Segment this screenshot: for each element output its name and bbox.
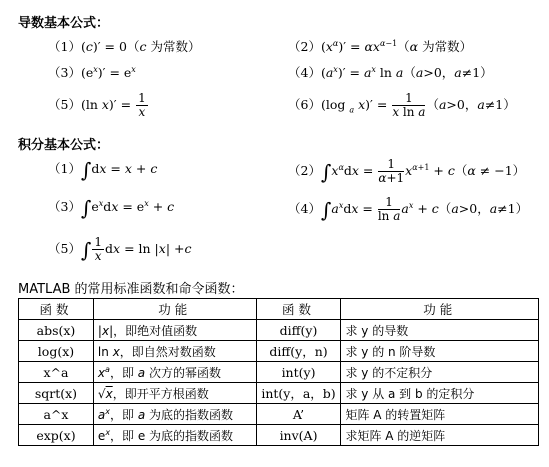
description-cell — [93, 320, 256, 341]
table-row — [19, 362, 539, 383]
function-cell: log(x) — [19, 341, 94, 362]
description-cell: 求 y 的导数 — [341, 320, 539, 341]
description-cell — [93, 425, 256, 446]
description-cell — [93, 362, 256, 383]
description-text: $a^x$，即 a 为底的指数函数 — [97, 406, 234, 422]
header-function: 函数 — [256, 299, 341, 320]
function-cell: abs(x) — [19, 320, 94, 341]
integ-formula-2: $(2)\int x^\alpha dx$ = $\frac{1}{\alpha+1}$ $x^{\alpha+1} + c(\alpha \ne -1)$ — [288, 157, 526, 185]
table-row — [19, 425, 539, 446]
description-cell: 求矩阵 A 的逆矩阵 — [341, 425, 539, 446]
description-cell: 求 y 的 n 阶导数 — [341, 341, 539, 362]
function-cell: int(y) — [256, 362, 341, 383]
function-cell: diff(y) — [256, 320, 341, 341]
table-header-row — [19, 299, 539, 320]
integ-formula-3: $(3)\int e^xdx = e^x + c$ — [48, 196, 175, 220]
function-cell: int(y，a，b) — [256, 383, 341, 404]
description-cell — [93, 404, 256, 425]
deriv-formula-4: $(4)(a^x)' = a^x$ ln a（a>0，a≠1） — [288, 64, 493, 80]
integral-heading: 积分基本公式： — [18, 138, 110, 153]
description-cell: 矩阵 A 的转置矩阵 — [341, 404, 539, 425]
deriv-formula-3: $(3)(e^x)' = e^x$ — [48, 64, 136, 80]
table-row — [19, 320, 539, 341]
table-row — [19, 404, 539, 425]
function-cell: x^a — [19, 362, 94, 383]
integ-formula-5: （5）∫ $\frac{1}{x}$ dx = ln |x| +c — [48, 235, 192, 263]
description-text: $e^x$，即 e 为底的指数函数 — [97, 427, 234, 443]
table-row — [19, 383, 539, 404]
description-cell — [93, 383, 256, 404]
header-description: 功能 — [93, 299, 256, 320]
description-text: ln x，即自然对数函数 — [97, 344, 216, 359]
derivative-heading: 导数基本公式： — [18, 16, 110, 31]
deriv-formula-5: （5）(ln x)′ = $\frac{1}{x}$ — [48, 91, 146, 119]
deriv-formula-6: （6）(log $_a$ x)′ = $\frac{1}{\text{x ln a}}$ （a>0，a≠1） — [288, 91, 516, 119]
description-cell — [93, 341, 256, 362]
description-text: $x^a$，即 a 次方的幂函数 — [97, 364, 221, 380]
function-cell: diff(y，n) — [256, 341, 341, 362]
header-description: 功能 — [341, 299, 539, 320]
description-cell: 求 y 的不定积分 — [341, 362, 539, 383]
function-cell: exp(x) — [19, 425, 94, 446]
table-row — [19, 341, 539, 362]
description-text: |x|，即绝对值函数 — [97, 323, 198, 338]
integ-formula-1: （1）∫dx = x + c — [48, 158, 158, 182]
function-cell: A’ — [256, 404, 341, 425]
header-function: 函数 — [19, 299, 94, 320]
integ-formula-4: $(4)\int a^xdx$ = $\frac{1}{\text{ln a}}$ $a^x + c(a>0$，a≠1） — [288, 195, 529, 223]
description-cell: 求 y 从 a 到 b 的定积分 — [341, 383, 539, 404]
description-text: √x，即开平方根函数 — [97, 386, 209, 401]
deriv-formula-2: $(2)(x^\alpha)' = \alpha x^{\alpha-1}(\alpha$ 为常数） — [288, 38, 473, 54]
function-cell: inv(A) — [256, 425, 341, 446]
function-cell: sqrt(x) — [19, 383, 94, 404]
table-heading: MATLAB 的常用标准函数和命令函数： — [18, 282, 244, 297]
function-cell: a^x — [19, 404, 94, 425]
matlab-function-table — [18, 298, 539, 446]
deriv-formula-1: （1）(c)′ = 0（c 为常数） — [48, 39, 201, 54]
